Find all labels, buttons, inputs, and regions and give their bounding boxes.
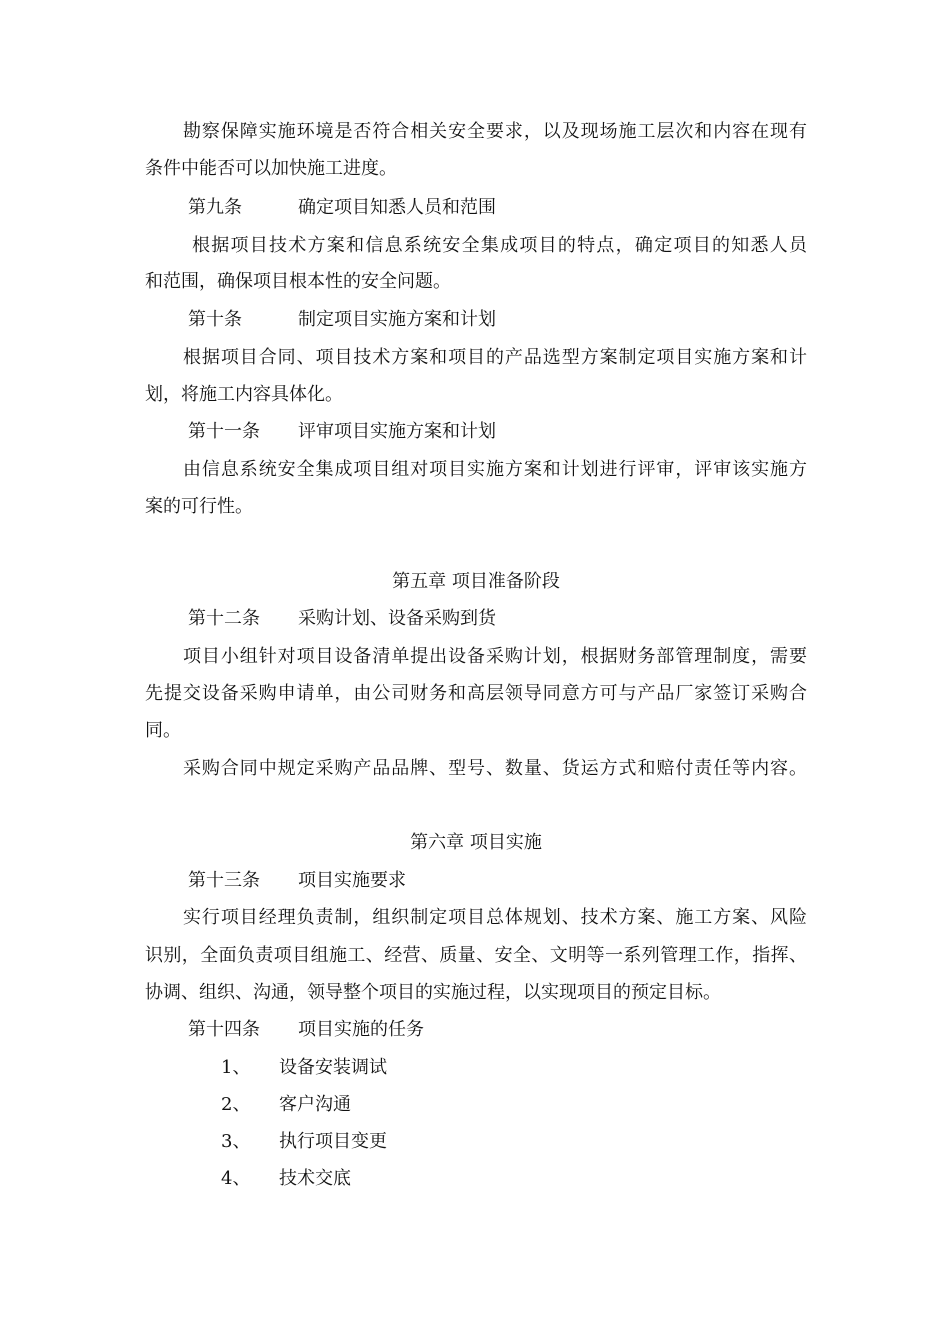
paragraph-line: 根据项目合同、项目技术方案和项目的产品选型方案制定项目实施方案和计 bbox=[183, 347, 807, 368]
article-title: 制定项目实施方案和计划 bbox=[298, 309, 496, 330]
list-item: 客户沟通 bbox=[279, 1094, 351, 1115]
list-item-number: 1、 bbox=[221, 1057, 251, 1078]
list-item: 技术交底 bbox=[279, 1168, 351, 1189]
paragraph-line: 由信息系统安全集成项目组对项目实施方案和计划进行评审，评审该实施方 bbox=[183, 459, 807, 480]
article-number: 第十二条 bbox=[188, 608, 260, 629]
list-item: 设备安装调试 bbox=[279, 1057, 387, 1078]
paragraph-line: 勘察保障实施环境是否符合相关安全要求，以及现场施工层次和内容在现有 bbox=[183, 121, 807, 142]
article-title: 采购计划、设备采购到货 bbox=[298, 608, 496, 629]
paragraph-line: 和范围，确保项目根本性的安全问题。 bbox=[145, 271, 451, 292]
article-number: 第十三条 bbox=[188, 870, 260, 891]
article-number: 第九条 bbox=[188, 197, 242, 218]
list-item-number: 3、 bbox=[221, 1131, 251, 1152]
article-number: 第十四条 bbox=[188, 1019, 260, 1040]
paragraph-line: 识别，全面负责项目组施工、经营、质量、安全、文明等一系列管理工作，指挥、 bbox=[145, 945, 807, 966]
chapter-heading: 第五章 项目准备阶段 bbox=[392, 571, 560, 592]
paragraph-line: 划，将施工内容具体化。 bbox=[145, 384, 343, 405]
list-item: 执行项目变更 bbox=[279, 1131, 387, 1152]
paragraph-line: 采购合同中规定采购产品品牌、型号、数量、货运方式和赔付责任等内容。 bbox=[183, 758, 807, 779]
article-number: 第十一条 bbox=[188, 421, 260, 442]
paragraph-line: 条件中能否可以加快施工进度。 bbox=[145, 158, 397, 179]
paragraph-line: 实行项目经理负责制，组织制定项目总体规划、技术方案、施工方案、风险 bbox=[183, 907, 807, 928]
paragraph-line: 先提交设备采购申请单，由公司财务和高层领导同意方可与产品厂家签订采购合 bbox=[145, 683, 807, 704]
article-number: 第十条 bbox=[188, 309, 242, 330]
list-item-number: 4、 bbox=[221, 1168, 251, 1189]
article-title: 评审项目实施方案和计划 bbox=[298, 421, 496, 442]
article-title: 项目实施的任务 bbox=[298, 1019, 424, 1040]
article-title: 项目实施要求 bbox=[298, 870, 406, 891]
paragraph-line: 根据项目技术方案和信息系统安全集成项目的特点，确定项目的知悉人员 bbox=[192, 235, 807, 256]
chapter-heading: 第六章 项目实施 bbox=[410, 832, 542, 853]
paragraph-line: 协调、组织、沟通，领导整个项目的实施过程，以实现项目的预定目标。 bbox=[145, 982, 721, 1003]
paragraph-line: 项目小组针对项目设备清单提出设备采购计划，根据财务部管理制度，需要 bbox=[183, 646, 807, 667]
paragraph-line: 案的可行性。 bbox=[145, 496, 253, 517]
paragraph-line: 同。 bbox=[145, 720, 181, 741]
list-item-number: 2、 bbox=[221, 1094, 251, 1115]
article-title: 确定项目知悉人员和范围 bbox=[298, 197, 496, 218]
